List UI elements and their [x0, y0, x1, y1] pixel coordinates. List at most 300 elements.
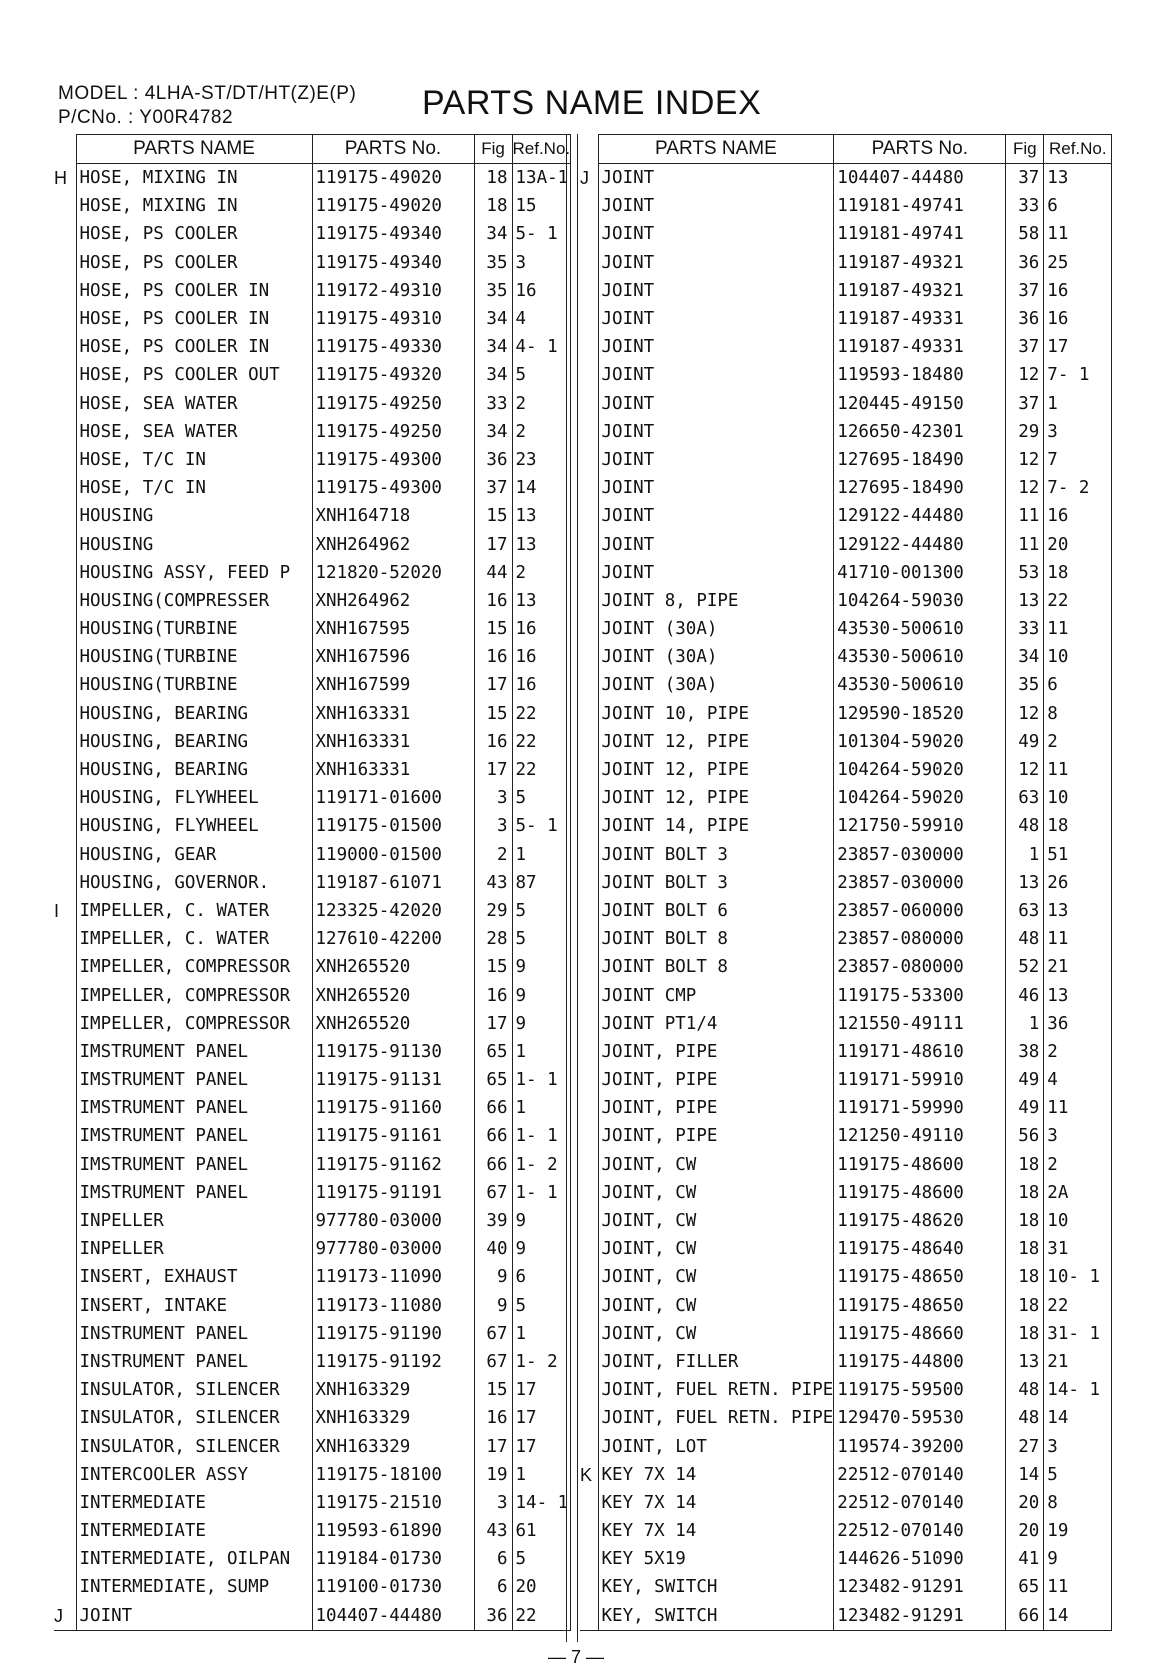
- table-row: [54, 869, 571, 897]
- table-row: [54, 1404, 571, 1432]
- part-name: HOUSING(TURBINE: [76, 671, 312, 699]
- section-letter: [580, 869, 598, 897]
- part-number: 119175-48650: [834, 1263, 1006, 1291]
- part-number: 119593-61890: [312, 1517, 474, 1545]
- ref-number: 7- 2: [1044, 474, 1112, 502]
- fig-number: 3: [474, 1489, 512, 1517]
- fig-number: 16: [474, 1404, 512, 1432]
- fig-number: 48: [1006, 1404, 1044, 1432]
- ref-number: 16: [512, 643, 571, 671]
- table-row: [580, 192, 1112, 220]
- part-name: JOINT BOLT 6: [598, 897, 834, 925]
- part-number: 23857-030000: [834, 869, 1006, 897]
- fig-number: 16: [474, 587, 512, 615]
- part-name: INSULATOR, SILENCER: [76, 1432, 312, 1460]
- part-number: 121820-52020: [312, 559, 474, 587]
- part-name: HOSE, T/C IN: [76, 446, 312, 474]
- section-letter: [580, 1235, 598, 1263]
- part-number: 119175-91191: [312, 1179, 474, 1207]
- fig-number: 33: [474, 390, 512, 418]
- ref-number: 7- 1: [1044, 361, 1112, 389]
- part-number: 119100-01730: [312, 1573, 474, 1601]
- fig-number: 40: [474, 1235, 512, 1263]
- part-number: XNH265520: [312, 1010, 474, 1038]
- table-row: [580, 1151, 1112, 1179]
- ref-number: 6: [512, 1263, 571, 1291]
- fig-number: 67: [474, 1179, 512, 1207]
- fig-number: 67: [474, 1348, 512, 1376]
- section-letter: [580, 361, 598, 389]
- ref-number: 2: [1044, 728, 1112, 756]
- part-name: INTERMEDIATE, SUMP: [76, 1573, 312, 1601]
- section-letter: [54, 1545, 76, 1573]
- table-row: [54, 1517, 571, 1545]
- table-row: [54, 615, 571, 643]
- ref-number: 2: [512, 559, 571, 587]
- ref-number: 22: [512, 1602, 571, 1631]
- ref-number: 36: [1044, 1010, 1112, 1038]
- ref-number: 7: [1044, 446, 1112, 474]
- ref-number: 10- 1: [1044, 1263, 1112, 1291]
- table-row: [54, 530, 571, 558]
- part-name: HOSE, MIXING IN: [76, 192, 312, 220]
- fig-number: 15: [474, 502, 512, 530]
- fig-number: 15: [474, 700, 512, 728]
- part-number: 104264-59030: [834, 587, 1006, 615]
- section-letter: [580, 1179, 598, 1207]
- fig-number: 34: [474, 305, 512, 333]
- part-name: INSERT, INTAKE: [76, 1292, 312, 1320]
- ref-number: 19: [1044, 1517, 1112, 1545]
- table-row: [54, 671, 571, 699]
- table-row: [580, 390, 1112, 418]
- part-name: HOUSING ASSY, FEED P: [76, 559, 312, 587]
- part-name: JOINT: [598, 361, 834, 389]
- fig-number: 17: [474, 1010, 512, 1038]
- table-row: [580, 869, 1112, 897]
- section-letter: [580, 1094, 598, 1122]
- part-number: 23857-080000: [834, 925, 1006, 953]
- table-row: [580, 474, 1112, 502]
- fig-number: 15: [474, 953, 512, 981]
- table-row: [54, 1489, 571, 1517]
- section-letter: [54, 1066, 76, 1094]
- table-row: [54, 953, 571, 981]
- section-letter: [580, 502, 598, 530]
- table-row: [54, 1602, 571, 1631]
- ref-number: 6: [1044, 192, 1112, 220]
- section-letter: [580, 756, 598, 784]
- ref-number: 22: [1044, 587, 1112, 615]
- part-number: 119175-49320: [312, 361, 474, 389]
- table-row: [54, 1263, 571, 1291]
- fig-number: 27: [1006, 1432, 1044, 1460]
- ref-number: 13: [1044, 981, 1112, 1009]
- table-row: [54, 812, 571, 840]
- part-number: XNH163331: [312, 728, 474, 756]
- table-row: [54, 192, 571, 220]
- section-letter: [54, 220, 76, 248]
- table-row: [580, 559, 1112, 587]
- ref-number: 21: [1044, 953, 1112, 981]
- section-letter: [580, 953, 598, 981]
- part-number: 119593-18480: [834, 361, 1006, 389]
- part-name: JOINT BOLT 3: [598, 869, 834, 897]
- fig-number: 36: [1006, 305, 1044, 333]
- table-row: [54, 728, 571, 756]
- col-parts-name: PARTS NAME: [76, 135, 312, 164]
- part-number: XNH163331: [312, 756, 474, 784]
- section-letter: [54, 1038, 76, 1066]
- ref-number: 31: [1044, 1235, 1112, 1263]
- fig-number: 17: [474, 530, 512, 558]
- table-row: [580, 1517, 1112, 1545]
- fig-number: 34: [474, 333, 512, 361]
- part-name: IMPELLER, COMPRESSOR: [76, 953, 312, 981]
- fig-number: 12: [1006, 700, 1044, 728]
- ref-number: 5- 1: [512, 812, 571, 840]
- ref-number: 3: [1044, 1122, 1112, 1150]
- left-rows: [54, 164, 571, 1631]
- table-row: [54, 418, 571, 446]
- part-name: INTERCOOLER ASSY: [76, 1461, 312, 1489]
- part-name: KEY 7X 14: [598, 1517, 834, 1545]
- ref-number: 21: [1044, 1348, 1112, 1376]
- section-letter: [54, 1094, 76, 1122]
- section-letter: [54, 1292, 76, 1320]
- fig-number: 19: [474, 1461, 512, 1489]
- ref-number: 1: [512, 1094, 571, 1122]
- fig-number: 12: [1006, 446, 1044, 474]
- section-letter: [580, 305, 598, 333]
- section-letter: [54, 1010, 76, 1038]
- ref-number: 15: [512, 192, 571, 220]
- ref-number: 13: [512, 530, 571, 558]
- part-number: 119175-91162: [312, 1151, 474, 1179]
- fig-number: 65: [1006, 1573, 1044, 1601]
- ref-number: 51: [1044, 841, 1112, 869]
- section-letter: [54, 1461, 76, 1489]
- ref-number: 9: [512, 981, 571, 1009]
- part-name: JOINT, FUEL RETN. PIPE: [598, 1376, 834, 1404]
- part-number: 129470-59530: [834, 1404, 1006, 1432]
- ref-number: 22: [1044, 1292, 1112, 1320]
- part-number: XNH164718: [312, 502, 474, 530]
- part-number: 23857-080000: [834, 953, 1006, 981]
- section-letter: [580, 418, 598, 446]
- ref-number: 14- 1: [512, 1489, 571, 1517]
- section-letter: [54, 587, 76, 615]
- col-parts-no: PARTS No.: [834, 135, 1006, 164]
- ref-number: 10: [1044, 1207, 1112, 1235]
- section-letter: [580, 249, 598, 277]
- fig-number: 34: [474, 418, 512, 446]
- part-number: 43530-500610: [834, 671, 1006, 699]
- part-name: INSERT, EXHAUST: [76, 1263, 312, 1291]
- table-row: [580, 1376, 1112, 1404]
- fig-number: 2: [474, 841, 512, 869]
- section-letter: [54, 728, 76, 756]
- part-number: 121750-59910: [834, 812, 1006, 840]
- part-number: 119175-91192: [312, 1348, 474, 1376]
- part-name: JOINT 12, PIPE: [598, 728, 834, 756]
- table-row: [580, 615, 1112, 643]
- table-row: [54, 587, 571, 615]
- part-name: HOSE, PS COOLER IN: [76, 333, 312, 361]
- fig-number: 1: [1006, 1010, 1044, 1038]
- part-name: HOSE, SEA WATER: [76, 390, 312, 418]
- fig-number: 16: [474, 981, 512, 1009]
- section-letter: [580, 1038, 598, 1066]
- ref-number: 25: [1044, 249, 1112, 277]
- table-row: [580, 643, 1112, 671]
- fig-number: 9: [474, 1263, 512, 1291]
- part-number: XNH163329: [312, 1432, 474, 1460]
- part-name: HOSE, T/C IN: [76, 474, 312, 502]
- ref-number: 11: [1044, 1573, 1112, 1601]
- section-letter: [580, 1376, 598, 1404]
- table-row: [580, 1320, 1112, 1348]
- part-number: 119000-01500: [312, 841, 474, 869]
- part-number: 119187-49331: [834, 333, 1006, 361]
- section-letter: [580, 728, 598, 756]
- table-row: [54, 1151, 571, 1179]
- part-name: IMSTRUMENT PANEL: [76, 1179, 312, 1207]
- part-name: JOINT: [598, 418, 834, 446]
- fig-number: 12: [1006, 474, 1044, 502]
- ref-number: 17: [512, 1404, 571, 1432]
- part-name: HOSE, MIXING IN: [76, 164, 312, 193]
- part-name: JOINT, PIPE: [598, 1094, 834, 1122]
- table-row: [54, 925, 571, 953]
- section-letter: [54, 390, 76, 418]
- part-name: HOSE, PS COOLER: [76, 220, 312, 248]
- part-name: IMSTRUMENT PANEL: [76, 1066, 312, 1094]
- fig-number: 18: [474, 164, 512, 193]
- section-letter: K: [580, 1464, 593, 1485]
- section-letter: [54, 981, 76, 1009]
- table-row: [54, 981, 571, 1009]
- section-letter: [580, 559, 598, 587]
- fig-number: 48: [1006, 925, 1044, 953]
- ref-number: 22: [512, 728, 571, 756]
- table-row: [580, 1602, 1112, 1631]
- part-name: JOINT, CW: [598, 1263, 834, 1291]
- fig-number: 9: [474, 1292, 512, 1320]
- section-letter: [54, 1151, 76, 1179]
- section-letter: [54, 277, 76, 305]
- part-number: 101304-59020: [834, 728, 1006, 756]
- part-name: HOUSING, GEAR: [76, 841, 312, 869]
- section-letter: [54, 305, 76, 333]
- part-number: 119175-49300: [312, 474, 474, 502]
- ref-number: 13: [1044, 897, 1112, 925]
- part-number: 43530-500610: [834, 615, 1006, 643]
- fig-number: 16: [474, 728, 512, 756]
- ref-number: 14: [1044, 1404, 1112, 1432]
- fig-number: 66: [1006, 1602, 1044, 1631]
- section-letter: [54, 756, 76, 784]
- part-name: IMPELLER, C. WATER: [76, 897, 312, 925]
- section-letter: [580, 1489, 598, 1517]
- ref-number: 14: [1044, 1602, 1112, 1631]
- section-letter: [54, 1432, 76, 1460]
- section-letter: [54, 841, 76, 869]
- ref-number: 17: [1044, 333, 1112, 361]
- section-letter: [580, 981, 598, 1009]
- fig-number: 34: [474, 220, 512, 248]
- ref-number: 11: [1044, 756, 1112, 784]
- fig-number: 49: [1006, 1094, 1044, 1122]
- ref-number: 6: [1044, 671, 1112, 699]
- part-name: HOUSING, BEARING: [76, 756, 312, 784]
- part-number: 119175-48600: [834, 1179, 1006, 1207]
- part-number: 119187-61071: [312, 869, 474, 897]
- fig-number: 36: [474, 446, 512, 474]
- page-number: — 7 —: [548, 1647, 605, 1667]
- part-name: INPELLER: [76, 1207, 312, 1235]
- col-parts-no: PARTS No.: [312, 135, 474, 164]
- part-name: INSULATOR, SILENCER: [76, 1376, 312, 1404]
- part-number: 977780-03000: [312, 1207, 474, 1235]
- ref-number: 8: [1044, 700, 1112, 728]
- fig-number: 6: [474, 1573, 512, 1601]
- section-letter: [54, 361, 76, 389]
- part-name: HOUSING(COMPRESSER: [76, 587, 312, 615]
- part-number: 119172-49310: [312, 277, 474, 305]
- part-name: INTERMEDIATE: [76, 1517, 312, 1545]
- ref-number: 5- 1: [512, 220, 571, 248]
- section-letter: [54, 1179, 76, 1207]
- fig-number: 38: [1006, 1038, 1044, 1066]
- ref-number: 5: [512, 784, 571, 812]
- fig-number: 29: [1006, 418, 1044, 446]
- part-number: 127610-42200: [312, 925, 474, 953]
- ref-number: 2: [512, 418, 571, 446]
- part-name: JOINT, CW: [598, 1151, 834, 1179]
- part-number: 119184-01730: [312, 1545, 474, 1573]
- table-row: [54, 361, 571, 389]
- part-number: 119175-49020: [312, 192, 474, 220]
- table-row: [54, 841, 571, 869]
- part-number: 104407-44480: [312, 1602, 474, 1631]
- section-letter: [580, 784, 598, 812]
- part-number: XNH163329: [312, 1376, 474, 1404]
- section-letter: [54, 812, 76, 840]
- table-row: [54, 502, 571, 530]
- ref-number: 61: [512, 1517, 571, 1545]
- part-name: JOINT: [598, 446, 834, 474]
- part-number: 119175-53300: [834, 981, 1006, 1009]
- table-row: [580, 305, 1112, 333]
- fig-number: 20: [1006, 1517, 1044, 1545]
- fig-number: 16: [474, 643, 512, 671]
- part-number: 119181-49741: [834, 220, 1006, 248]
- fig-number: 63: [1006, 897, 1044, 925]
- section-letter: [54, 1122, 76, 1150]
- section-letter: [580, 1404, 598, 1432]
- table-row: [580, 925, 1112, 953]
- part-name: JOINT 8, PIPE: [598, 587, 834, 615]
- ref-number: 9: [512, 1235, 571, 1263]
- section-letter: [580, 1348, 598, 1376]
- ref-number: 26: [1044, 869, 1112, 897]
- part-name: JOINT: [598, 220, 834, 248]
- table-row: [54, 643, 571, 671]
- section-letter: [580, 1517, 598, 1545]
- ref-number: 17: [512, 1376, 571, 1404]
- fig-number: 65: [474, 1066, 512, 1094]
- model-header: [58, 82, 356, 130]
- fig-number: 18: [1006, 1320, 1044, 1348]
- part-number: 119173-11090: [312, 1263, 474, 1291]
- part-name: JOINT, CW: [598, 1235, 834, 1263]
- section-letter: [580, 1292, 598, 1320]
- fig-number: 39: [474, 1207, 512, 1235]
- part-number: 41710-001300: [834, 559, 1006, 587]
- fig-number: 17: [474, 756, 512, 784]
- ref-number: 4: [512, 305, 571, 333]
- part-name: JOINT 12, PIPE: [598, 784, 834, 812]
- section-letter: [54, 1320, 76, 1348]
- part-name: IMPELLER, COMPRESSOR: [76, 981, 312, 1009]
- part-name: JOINT: [598, 530, 834, 558]
- part-number: 119175-49330: [312, 333, 474, 361]
- section-letter: [580, 192, 598, 220]
- ref-number: 11: [1044, 1094, 1112, 1122]
- table-row: [54, 1320, 571, 1348]
- part-number: 144626-51090: [834, 1545, 1006, 1573]
- table-row: [580, 812, 1112, 840]
- section-letter: [54, 192, 76, 220]
- section-letter: [580, 1602, 598, 1631]
- table-row: [54, 220, 571, 248]
- part-name: IMPELLER, COMPRESSOR: [76, 1010, 312, 1038]
- part-name: JOINT BOLT 8: [598, 925, 834, 953]
- fig-number: 37: [1006, 164, 1044, 193]
- table-row: [580, 1179, 1112, 1207]
- part-number: 119175-48660: [834, 1320, 1006, 1348]
- part-name: JOINT, PIPE: [598, 1038, 834, 1066]
- part-name: JOINT: [598, 277, 834, 305]
- table-row: [580, 784, 1112, 812]
- fig-number: 18: [474, 192, 512, 220]
- table-row: [580, 277, 1112, 305]
- ref-number: 1- 2: [512, 1151, 571, 1179]
- part-name: JOINT: [598, 249, 834, 277]
- part-number: 23857-030000: [834, 841, 1006, 869]
- fig-number: 56: [1006, 1122, 1044, 1150]
- part-name: KEY 7X 14: [598, 1461, 834, 1489]
- table-row: [580, 1235, 1112, 1263]
- section-letter: [580, 474, 598, 502]
- ref-number: 14- 1: [1044, 1376, 1112, 1404]
- part-name: JOINT, PIPE: [598, 1122, 834, 1150]
- table-row: [580, 530, 1112, 558]
- fig-number: 15: [474, 1376, 512, 1404]
- part-number: 119175-01500: [312, 812, 474, 840]
- section-letter: [580, 1432, 598, 1460]
- right-rows: [580, 164, 1112, 1631]
- part-number: 119175-59500: [834, 1376, 1006, 1404]
- table-row: [580, 841, 1112, 869]
- section-letter: [54, 446, 76, 474]
- ref-number: 1: [512, 1461, 571, 1489]
- ref-number: 31- 1: [1044, 1320, 1112, 1348]
- ref-number: 2A: [1044, 1179, 1112, 1207]
- ref-number: 5: [512, 1545, 571, 1573]
- part-number: 119175-44800: [834, 1348, 1006, 1376]
